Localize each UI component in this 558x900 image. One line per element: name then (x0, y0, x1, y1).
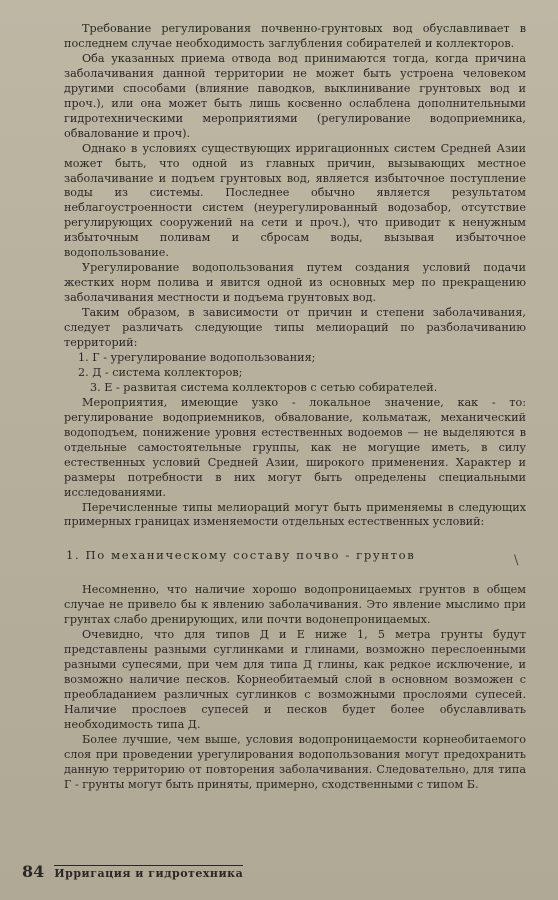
paragraph: Оба указанных приема отвода вод принимаются тогда, когда причина заболачивания данной территории не может быть устроена человеком другими способами (влияние паводков, выклинивание грунтовых вод и проч.), или она может быть лишь косвенно ослаблена дополнительными гидротехническими мероприятиями (регулирование водоприемника, обвалование и проч). (64, 51, 526, 140)
list-item: 3. Е - развитая система коллекторов с сетью собирателей. (90, 380, 438, 394)
paragraph: Несомненно, что наличие хорошо водопроницаемых грунтов в общем случае не привело бы к явлению заболачивания. Это явление мыслимо при грунтах слабо дренирующих, или почти водонепроницаемых. (64, 583, 526, 627)
list-item: 1. Г - урегулирование водопользования; (78, 350, 316, 364)
paragraph: Однако в условиях существующих ирригационных систем Средней Азии может быть, что одной из главных причин, вызывающих местное заболачивание и подъем грунтовых вод, является избыточное поступление воды из системы. Последнее обычно является результатом неблагоустроенности систем (неурегулированный водозабор, отсутствие регулирующих сооружений на сети и проч.), что приводит к ненужным избыточным поливам и сбросам воды, вызывая избыточное водопользование. (64, 141, 526, 260)
list-item: 2. Д - система коллекторов; (78, 365, 243, 379)
paragraph: Очевидно, что для типов Д и Е ниже 1, 5 метра грунты будут представлены разными суглинками и глинами, возможно переслоенными разными супесями, при чем для типа Д глины, как редкое исключение, и возможно наличие песков. Корнеобитаемый слой в основном возможен с преобладанием различных суглинков с возможными прослоями супесей. Наличие прослоев супесей и песков будет более обуславливать необходимость типа Д. (64, 628, 526, 731)
paragraph: Более лучшие, чем выше, условия водопроницаемости корнеобитаемого слоя при проведении урегулирования водопользования могут предохранить данную территорию от повторения заболачивания. Следовательно, для типа Г - грунты могут быть приняты, примерно, сходственными с типом Б. (64, 732, 526, 791)
paragraph: Требование регулирования почвенно-грунтовых вод обуславливает в последнем случае необходимость заглубления собирателей и коллекторов. (64, 22, 526, 50)
paragraph: Перечисленные типы мелиораций могут быть применяемы в следующих примерных границах изменяемости отдельных естественных условий: (64, 500, 526, 529)
section-heading: 1. По механическому составу почво - грунтов (66, 548, 416, 563)
page-number: 84 (22, 862, 45, 881)
paragraph: Мероприятия, имеющие узко - локальное значение, как - то: регулирование водоприемников, обвалование, кольматаж, механический водоподъем, понижение уровня естественных водоемов — не выделяются в отдельные самостоятельные группы, как не могущие иметь, в силу естественных условий Средней Азии, широкого применения. Характер и размеры потребности в них могут быть определены специальными исследованиями. (64, 395, 526, 499)
page-text (64, 22, 526, 793)
running-head: Ирригация и гидротехника (54, 867, 244, 880)
paragraph: Таким образом, в зависимости от причин и степени заболачивания, следует различать следующие типы мелиораций по разболачиванию территорий: (64, 306, 526, 350)
paragraph: Урегулирование водопользования путем создания условий подачи жестких норм полива и явится одной из основных мер по прекращению заболачивания местности и подъема грунтовых вод. (64, 261, 526, 305)
page-footer (22, 862, 243, 881)
margin-mark: \ (514, 553, 519, 568)
